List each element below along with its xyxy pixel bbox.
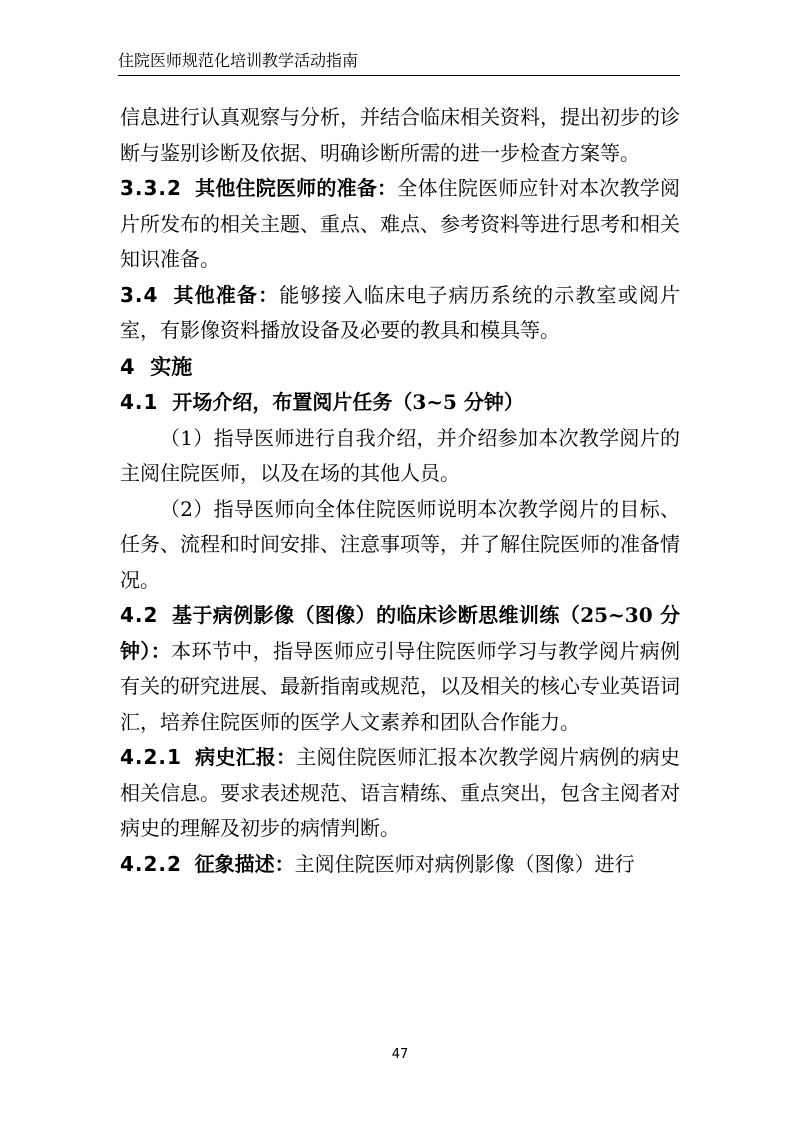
list-item-2: （2）指导医师向全体住院医师说明本次教学阅片的目标、任务、流程和时间安排、注意事项等，并了解住院医师的准备情况。 — [120, 496, 680, 592]
section-heading: 开场介绍，布置阅片任务（3~5 分钟） — [172, 390, 524, 414]
section-heading: 征象描述： — [194, 851, 295, 876]
section-4-2 — [120, 598, 680, 740]
section-heading: 其他住院医师的准备： — [195, 176, 398, 200]
list-item-1: （1）指导医师进行自我介绍，并介绍参加本次教学阅片的主阅住院医师，以及在场的其他人员。 — [120, 425, 680, 485]
section-heading: 基于病例影像（图像）的临床诊断思维训练（25~30 分钟）： — [120, 603, 680, 663]
section-number: 4.2 — [120, 603, 159, 627]
document-body — [120, 100, 680, 882]
section-heading: 实施 — [150, 353, 193, 379]
running-header: 住院医师规范化培训教学活动指南 — [118, 50, 680, 76]
section-4-1 — [120, 385, 680, 421]
section-number: 4.2.1 — [120, 745, 182, 769]
page-number: 47 — [391, 1047, 409, 1062]
section-3-4 — [120, 278, 680, 349]
section-text: 主阅住院医师汇报本次教学阅片病例的病史相关信息。要求表述规范、语言精练、重点突出，包含主阅者对病史的理解及初步的病情判断。 — [120, 745, 681, 840]
section-heading: 病史汇报： — [195, 745, 297, 769]
section-4 — [120, 349, 680, 386]
section-number: 3.4 — [120, 282, 159, 307]
section-number: 4 — [120, 354, 136, 379]
section-text: 能够接入临床电子病历系统的示教室或阅片室，有影像资料播放设备及必要的教具和模具等。 — [120, 282, 681, 342]
section-4-2-1 — [120, 740, 680, 847]
section-heading: 其他准备： — [173, 282, 280, 307]
section-text: 主阅住院医师对病例影像（图像）进行 — [294, 851, 635, 876]
section-text: 本环节中，指导医师应引导住院医师学习与教学阅片病例有关的研究进展、最新指南或规范，以及相关的核心专业英语词汇，培养住院医师的医学人文素养和团队合作能力。 — [120, 638, 681, 734]
section-4-2-2 — [120, 847, 680, 883]
paragraph-continuation: 信息进行认真观察与分析，并结合临床相关资料，提出初步的诊断与鉴别诊断及依据、明确诊断所需的进一步检查方案等。 — [120, 105, 680, 165]
section-number: 4.1 — [120, 390, 159, 414]
section-number: 4.2.2 — [120, 851, 182, 876]
section-number: 3.3.2 — [120, 176, 182, 200]
section-3-3-2 — [120, 171, 680, 278]
section-text: 全体住院医师应针对本次教学阅片所发布的相关主题、重点、难点、参考资料等进行思考和相关知识准备。 — [120, 176, 681, 271]
